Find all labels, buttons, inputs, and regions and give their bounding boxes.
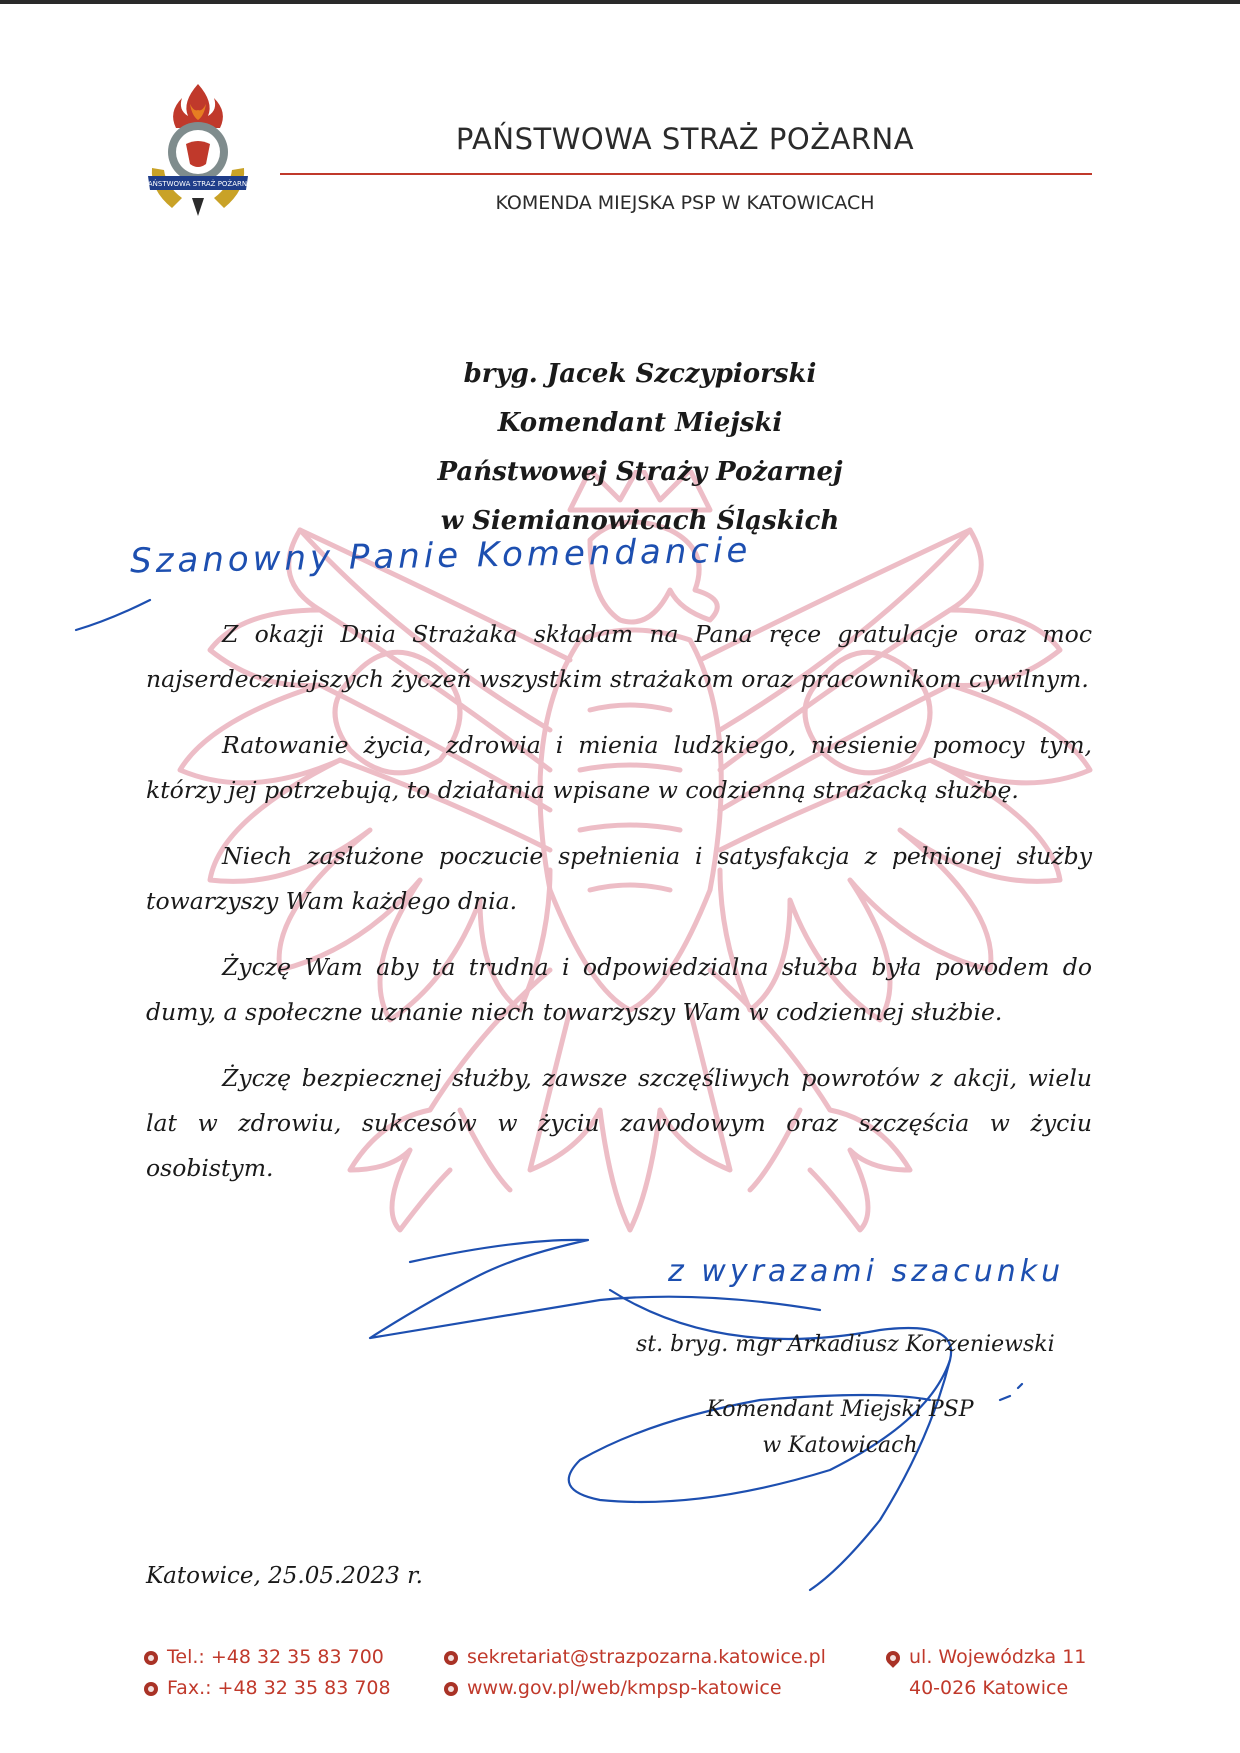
body-paragraph: Z okazji Dnia Strażaka składam na Pana ręce gratulacje oraz moc najserdeczniejszych życzeń wszystkim strażakom oraz pracownikom cywilnym. (146, 620, 1092, 693)
fax-text: Fax.: +48 32 35 83 708 (167, 1677, 391, 1699)
globe-icon (444, 1682, 458, 1696)
organization-unit: KOMENDA MIEJSKA PSP W KATOWICACH (495, 192, 875, 214)
footer-postal (886, 1673, 1086, 1704)
signer-title-line: w Katowicach (762, 1433, 918, 1458)
header-divider (280, 173, 1092, 175)
email-icon (444, 1651, 458, 1665)
scan-top-edge (0, 0, 1240, 4)
letter-date: Katowice, 25.05.2023 r. (146, 1563, 423, 1589)
fire-service-emblem-icon (142, 80, 254, 220)
addressee-line: Komendant Miejski (497, 408, 783, 438)
body-paragraph: Niech zasłużone poczucie spełnienia i satysfakcja z pełnionej służby towarzyszy Wam każdego dnia. (146, 842, 1092, 915)
handwritten-closing: z wyrazami szacunku (668, 1254, 1065, 1289)
street-text: ul. Wojewódzka 11 (909, 1646, 1087, 1668)
signer-title (640, 1392, 1040, 1464)
postal-text: 40-026 Katowice (909, 1677, 1069, 1699)
footer-website (444, 1673, 826, 1704)
footer-phone (144, 1642, 391, 1673)
letter-body (146, 612, 1092, 1212)
body-paragraph: Ratowanie życia, zdrowia i mienia ludzkiego, niesienie pomocy tym, którzy jej potrzebują, to działania wpisane w codzienną strażacką służbę. (146, 731, 1092, 804)
signer-name: st. bryg. mgr Arkadiusz Korzeniewski (636, 1332, 1055, 1357)
footer-contact-block (444, 1642, 826, 1704)
addressee-block (240, 350, 1040, 546)
footer-email (444, 1642, 826, 1673)
footer-phone-block (144, 1642, 391, 1704)
signer-title-line: Komendant Miejski PSP (706, 1397, 974, 1422)
organization-name: PAŃSTWOWA STRAŻ POŻARNA (455, 122, 915, 156)
addressee-line: Państwowej Straży Pożarnej (437, 457, 843, 487)
emblem-banner-text: PAŃSTWOWA STRAŻ POŻARNA (144, 180, 252, 188)
phone-icon (144, 1651, 158, 1665)
phone-text: Tel.: +48 32 35 83 700 (167, 1646, 384, 1668)
email-text: sekretariat@strazpozarna.katowice.pl (467, 1646, 826, 1668)
location-pin-icon (883, 1648, 903, 1668)
footer-street (886, 1642, 1086, 1673)
handwritten-salutation: Szanowny Panie Komendancie (129, 530, 752, 582)
body-paragraph: Życzę bezpiecznej służby, zawsze szczęśliwych powrotów z akcji, wielu lat w zdrowiu, sukcesów w życiu zawodowym oraz szczęścia w życiu osobistym. (146, 1064, 1092, 1182)
fax-icon (144, 1682, 158, 1696)
addressee-line: bryg. Jacek Szczypiorski (463, 359, 817, 389)
website-text: www.gov.pl/web/kmpsp-katowice (467, 1677, 782, 1699)
addressee-line: w Siemianowicach Śląskich (440, 506, 840, 536)
footer-address-block (886, 1642, 1086, 1704)
body-paragraph: Życzę Wam aby ta trudna i odpowiedzialna służba była powodem do dumy, a społeczne uznanie niech towarzyszy Wam w codziennej służbie. (146, 953, 1092, 1026)
footer-fax (144, 1673, 391, 1704)
